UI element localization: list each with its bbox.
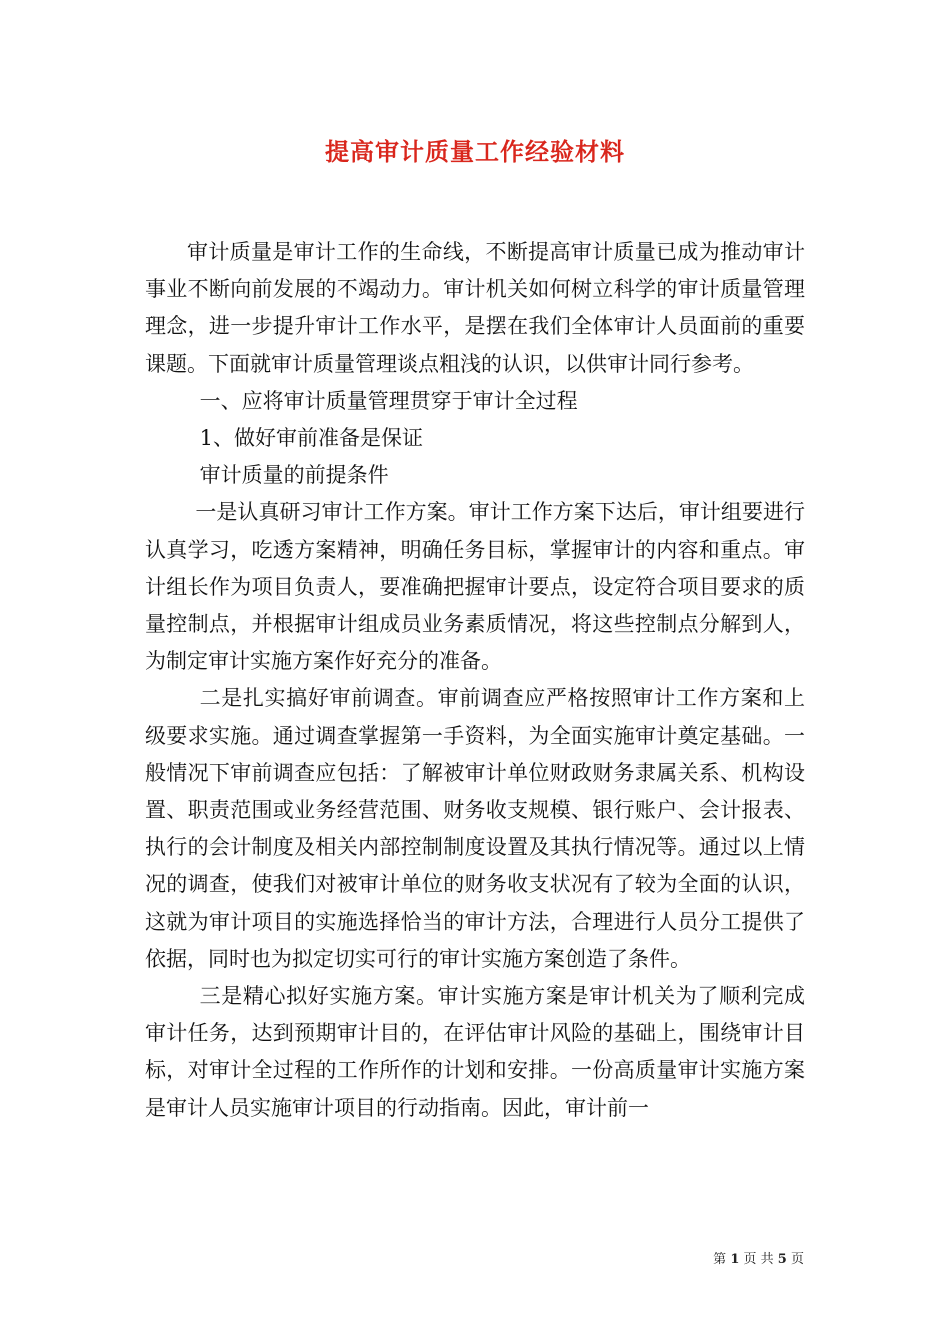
subsection-heading-1-cont: 审计质量的前提条件	[199, 463, 389, 488]
paragraph-intro: 审计质量是审计工作的生命线，不断提高审计质量已成为推动审计事业不断向前发展的不竭动力。审计机关如何树立科学的审计质量管理理念，进一步提升审计工作水平，是摆在我们全体审计人员面前的重要课题。下面就审计质量管理谈点粗浅的认识，以供审计同行参考。	[145, 240, 805, 376]
paragraph-point-2: 二是扎实搞好审前调查。审前调查应严格按照审计工作方案和上级要求实施。通过调查掌握第一手资料，为全面实施审计奠定基础。一般情况下审前调查应包括：了解被审计单位财政财务隶属关系、机构设置、职责范围或业务经营范围、财务收支规模、银行账户、会计报表、执行的会计制度及相关内部控制制度设置及其执行情况等。通过以上情况的调查，使我们对被审计单位的财务收支状况有了较为全面的认识，这就为审计项目的实施选择恰当的审计方法，合理进行人员分工提供了依据，同时也为拟定切实可行的审计实施方案创造了条件。	[145, 686, 805, 971]
page-suffix: 页	[790, 1252, 804, 1267]
page-middle: 页 共	[743, 1252, 774, 1267]
page-total: 5	[777, 1252, 787, 1267]
section-heading-1: 一、应将审计质量管理贯穿于审计全过程	[199, 388, 578, 413]
paragraph-point-3: 三是精心拟好实施方案。审计实施方案是审计机关为了顺利完成审计任务，达到预期审计目的，在评估审计风险的基础上，围绕审计目标，对审计全过程的工作所作的计划和安排。一份高质量审计实施方案是审计人员实施审计项目的行动指南。因此，审计前一	[145, 984, 805, 1120]
document-title: 提高审计质量工作经验材料	[325, 137, 625, 166]
paragraph-point-1: 一是认真研习审计工作方案。审计工作方案下达后，审计组要进行认真学习，吃透方案精神，明确任务目标，掌握审计的内容和重点。审计组长作为项目负责人，要准确把握审计要点，设定符合项目要求的质量控制点，并根据审计组成员业务素质情况，将这些控制点分解到人，为制定审计实施方案作好充分的准备。	[145, 500, 805, 674]
page-current: 1	[730, 1252, 740, 1267]
page-number-footer	[713, 1248, 804, 1267]
page-prefix: 第	[713, 1252, 727, 1267]
subsection-heading-1: 1、做好审前准备是保证	[199, 426, 423, 451]
document-body	[145, 234, 805, 1127]
